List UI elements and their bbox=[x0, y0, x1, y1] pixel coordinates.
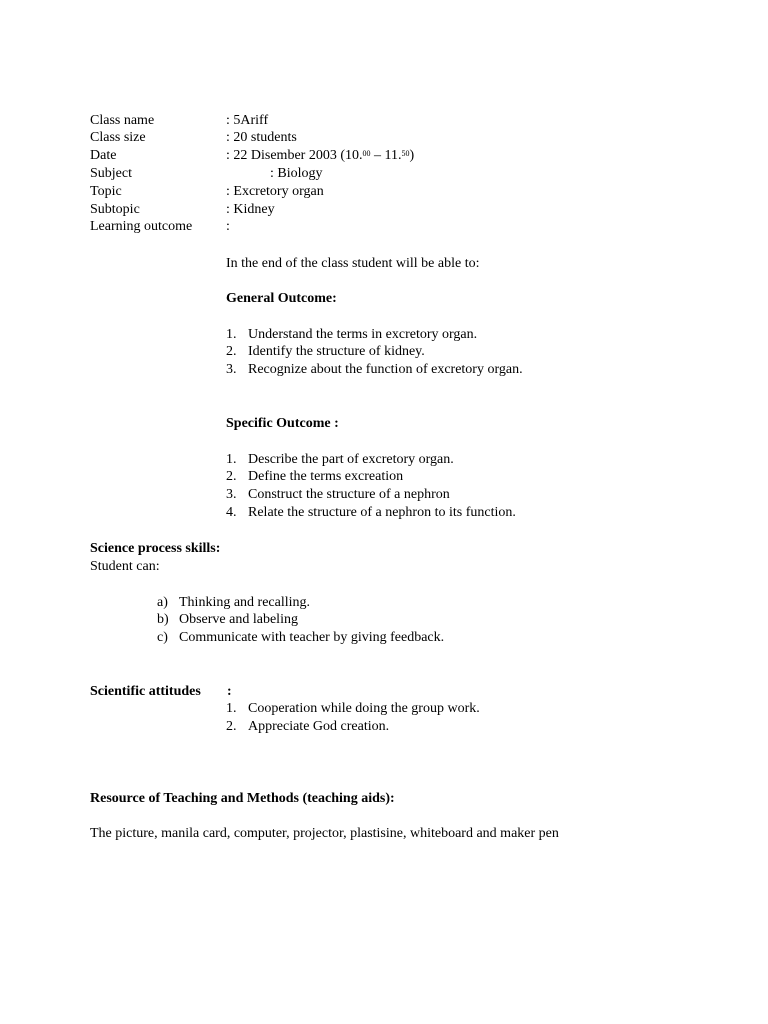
attitudes-colon: : bbox=[227, 684, 232, 699]
list-item bbox=[157, 629, 444, 647]
list-text: Observe and labeling bbox=[179, 612, 298, 627]
list-letter: a) bbox=[157, 595, 168, 610]
list-text: Communicate with teacher by giving feedback. bbox=[179, 630, 445, 645]
date-value bbox=[226, 147, 414, 165]
general-outcome-heading: General Outcome: bbox=[226, 291, 337, 306]
resource-text: The picture, manila card, computer, projector, plastisine, whiteboard and maker pen bbox=[90, 826, 559, 841]
subtopic-value: : Kidney bbox=[226, 202, 275, 217]
list-number: 2. bbox=[226, 469, 237, 484]
date-close-paren: ) bbox=[409, 148, 415, 163]
list-item bbox=[226, 486, 450, 504]
list-item bbox=[226, 504, 516, 522]
list-number: 4. bbox=[226, 505, 237, 520]
list-letter: c) bbox=[157, 630, 168, 645]
list-number: 3. bbox=[226, 362, 237, 377]
list-text: Cooperation while doing the group work. bbox=[248, 701, 480, 716]
list-number: 1. bbox=[226, 452, 237, 467]
topic-label: Topic bbox=[90, 184, 122, 199]
attitudes-heading: Scientific attitudes bbox=[90, 684, 201, 699]
process-skills-heading: Science process skills: bbox=[90, 541, 221, 556]
class-name-label: Class name bbox=[90, 113, 155, 128]
date-start-minutes: 00 bbox=[362, 149, 371, 158]
subtopic-label: Subtopic bbox=[90, 202, 140, 217]
list-number: 2. bbox=[226, 344, 237, 359]
list-item bbox=[226, 326, 477, 344]
list-text: Appreciate God creation. bbox=[248, 719, 390, 734]
list-text: Construct the structure of a nephron bbox=[248, 487, 450, 502]
list-text: Understand the terms in excretory organ. bbox=[248, 327, 478, 342]
list-item bbox=[226, 451, 454, 469]
list-text: Describe the part of excretory organ. bbox=[248, 452, 454, 467]
list-number: 2. bbox=[226, 719, 237, 734]
learning-outcome-label: Learning outcome bbox=[90, 219, 193, 234]
list-text: Recognize about the function of excretory organ. bbox=[248, 362, 523, 377]
list-item bbox=[157, 594, 310, 612]
list-number: 3. bbox=[226, 487, 237, 502]
list-item bbox=[226, 718, 389, 736]
specific-outcome-heading: Specific Outcome : bbox=[226, 416, 339, 431]
list-item bbox=[226, 468, 403, 486]
subject-label: Subject bbox=[90, 166, 132, 181]
date-end-minutes: 50 bbox=[401, 149, 410, 158]
list-text: Relate the structure of a nephron to its function. bbox=[248, 505, 516, 520]
date-end-text: – 11. bbox=[370, 148, 402, 163]
list-number: 1. bbox=[226, 327, 237, 342]
resource-heading: Resource of Teaching and Methods (teaching aids): bbox=[90, 791, 395, 806]
list-text: Thinking and recalling. bbox=[179, 595, 311, 610]
class-size-label: Class size bbox=[90, 130, 146, 145]
list-item bbox=[226, 700, 480, 718]
learning-outcome-value: : bbox=[226, 219, 230, 234]
topic-value: : Excretory organ bbox=[226, 184, 324, 199]
subject-value: : Biology bbox=[270, 166, 323, 181]
list-letter: b) bbox=[157, 612, 169, 627]
list-item bbox=[226, 361, 523, 379]
date-start-text: : 22 Disember 2003 (10. bbox=[226, 148, 363, 163]
class-name-value: : 5Ariff bbox=[226, 113, 269, 128]
list-number: 1. bbox=[226, 701, 237, 716]
intro-text: In the end of the class student will be able to: bbox=[226, 256, 480, 271]
list-item bbox=[157, 611, 298, 629]
date-label: Date bbox=[90, 148, 117, 163]
list-text: Define the terms excreation bbox=[248, 469, 404, 484]
process-skills-lead: Student can: bbox=[90, 559, 160, 574]
class-size-value: : 20 students bbox=[226, 130, 297, 145]
list-text: Identify the structure of kidney. bbox=[248, 344, 425, 359]
list-item bbox=[226, 343, 425, 361]
